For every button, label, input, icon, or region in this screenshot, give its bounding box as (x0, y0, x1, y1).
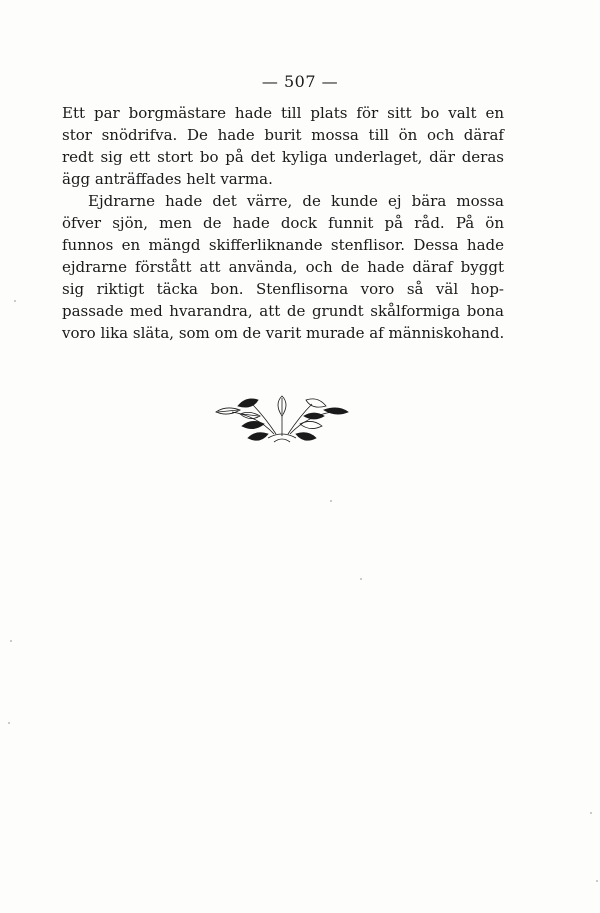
text-line: öfver sjön, men de hade dock funnit på råd. På ön (62, 214, 504, 232)
text-line: funnos en mängd skifferliknande stenflisor. Dessa hade (62, 236, 504, 254)
text-line: Ett par borgmästare hade till plats för sitt bo valt en (62, 104, 504, 122)
paper-speck (8, 722, 10, 724)
text-line: ägg anträffades helt varma. (62, 170, 273, 188)
text-line: ejdrarne förstått att använda, och de hade däraf byggt (62, 258, 504, 276)
body-text (62, 102, 504, 344)
text-line: sig riktigt täcka bon. Stenflisorna voro så väl hop- (62, 280, 504, 298)
paper-speck (14, 300, 16, 302)
paper-speck (10, 640, 12, 642)
paper-speck (596, 880, 598, 882)
paper-speck (590, 812, 592, 814)
floral-vignette-icon (212, 392, 352, 448)
text-line: redt sig ett stort bo på det kyliga underlaget, där deras (62, 148, 504, 166)
text-line: Ejdrarne hade det värre, de kunde ej bära mossa (88, 192, 504, 210)
page-number: — 507 — (261, 72, 339, 91)
text-line: passade med hvarandra, att de grundt skålformiga bona (62, 302, 504, 320)
text-line: stor snödrifva. De hade burit mossa till ön och däraf (62, 126, 504, 144)
paper-speck (360, 578, 362, 580)
text-line: voro lika släta, som om de varit murade af människohand. (62, 324, 505, 342)
paper-speck (330, 500, 332, 502)
